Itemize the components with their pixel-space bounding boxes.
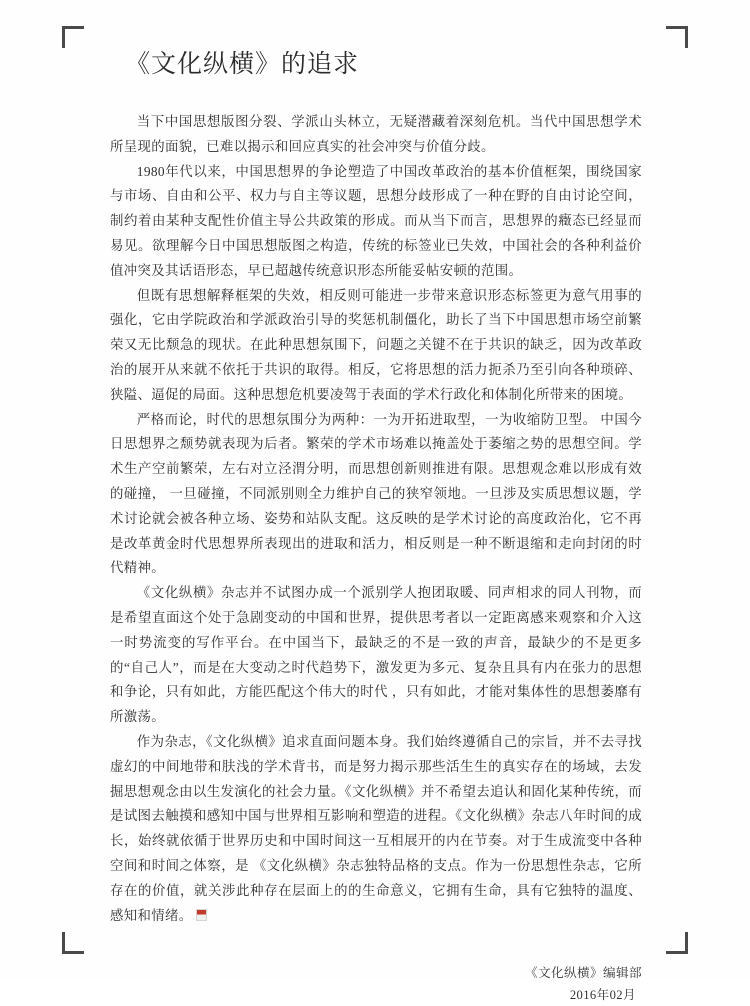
signature-author: 《文化纵横》编辑部	[525, 966, 642, 981]
signature-date: 2016年02月	[569, 988, 636, 1003]
document-content	[110, 44, 642, 1006]
crop-mark-top-right-icon	[666, 26, 688, 48]
crop-mark-bottom-left-icon	[62, 932, 84, 954]
page-title: 《文化纵横》的追求	[125, 51, 360, 78]
paragraph: 当下中国思想版图分裂、学派山头林立，无疑潜藏着深刻危机。当代中国思想学术所呈现的面貌，已难以揭示和回应真实的社会冲突与价值分歧。	[110, 114, 642, 154]
signature-block	[110, 962, 642, 1006]
paragraph-text: 作为杂志，《文化纵横》追求直面问题本身。我们始终遵循自己的宗旨，并不去寻找虚幻的中间地带和肤浅的学术背书，而是努力揭示那些活生生的真实存在的场域，去发掘思想观念由以生发演化的社会力量。《文化纵横》并不希望去追认和固化某种传统，而是试图去触摸和感知中国与世界相互影响和塑造的进程。《文化纵横》杂志八年时间的成长，始终就依循于世界历史和中国时间这一互相展开的内在节奏。对于生成流变中各种空间和时间之体察，是 《文化纵横》杂志独特品格的支点。作为一份思想性杂志，它所存在的价值，就关涉此种存在层面上的的生命意义，它拥有生命，具有它独特的温度、感知和情绪。	[110, 733, 642, 923]
crop-mark-top-left-icon	[62, 26, 84, 48]
paragraph: 1980年代以来，中国思想界的争论塑造了中国改革政治的基本价值框架，围绕国家与市场、自由和公平、权力与自主等议题，思想分歧形成了一种在野的自由讨论空间，制约着由某种支配性价值主导公共政策的形成。而从当下而言，思想界的癥态已经显而易见。欲理解今日中国思想版图之构造，传统的标签业已失效，中国社会的各种利益价值冲突及其话语形态，早已超越传统意识形态所能妥帖安顿的范围。	[110, 163, 642, 278]
crop-mark-bottom-right-icon	[666, 932, 688, 954]
paragraph: 但既有思想解释框架的失效，相反则可能进一步带来意识形态标签更为意气用事的强化，它由学院政治和学派政治引导的奖惩机制僵化，助长了当下中国思想市场空前繁荣又无比颓急的现状。在此种思想氛围下，问题之关键不在于共识的缺乏，因为改革政治的展开从来就不依托于共识的取得。相反，它将思想的活力扼杀乃至引向各种琐碎、狭隘、逼促的局面。这种思想危机要凌驾于表面的学术行政化和体制化所带来的困境。	[110, 287, 642, 402]
paragraph-final	[110, 730, 642, 928]
paragraph: 严格而论，时代的思想氛围分为两种：一为开拓进取型，一为收缩防卫型。 中国今日思想界之颓势就表现为后者。繁荣的学术市场难以掩盖处于萎缩之势的思想空间。学术生产空前繁荣，左右对立泾渭分明，而思想创新则推进有限。思想观念难以形成有效的碰撞， 一旦碰撞，不同派别则全力维护自己的狭窄领地。一旦涉及实质思想议题，学术讨论就会被各种立场、姿势和站队支配。这反映的是学术讨论的高度政治化，它不再是改革黄金时代思想界所表现出的进取和活力，相反则是一种不断退缩和走向封闭的时代精神。	[110, 411, 642, 576]
paragraph: 《文化纵横》杂志并不试图办成一个派别学人抱团取暖、同声相求的同人刊物，而是希望直面这个处于急剧变动的中国和世界，提供思考者以一定距离感来观察和介入这一时势流变的写作平台。在中国当下，最缺乏的不是一致的声音，最缺少的不是更多的“自己人”，而是在大变动之时代趋势下，激发更为多元、复杂且具有内在张力的思想和争论，只有如此，方能匹配这个伟大的时代 ，只有如此，才能对集体性的思想萎靡有所激荡。	[110, 585, 642, 725]
end-mark-icon	[196, 909, 207, 921]
